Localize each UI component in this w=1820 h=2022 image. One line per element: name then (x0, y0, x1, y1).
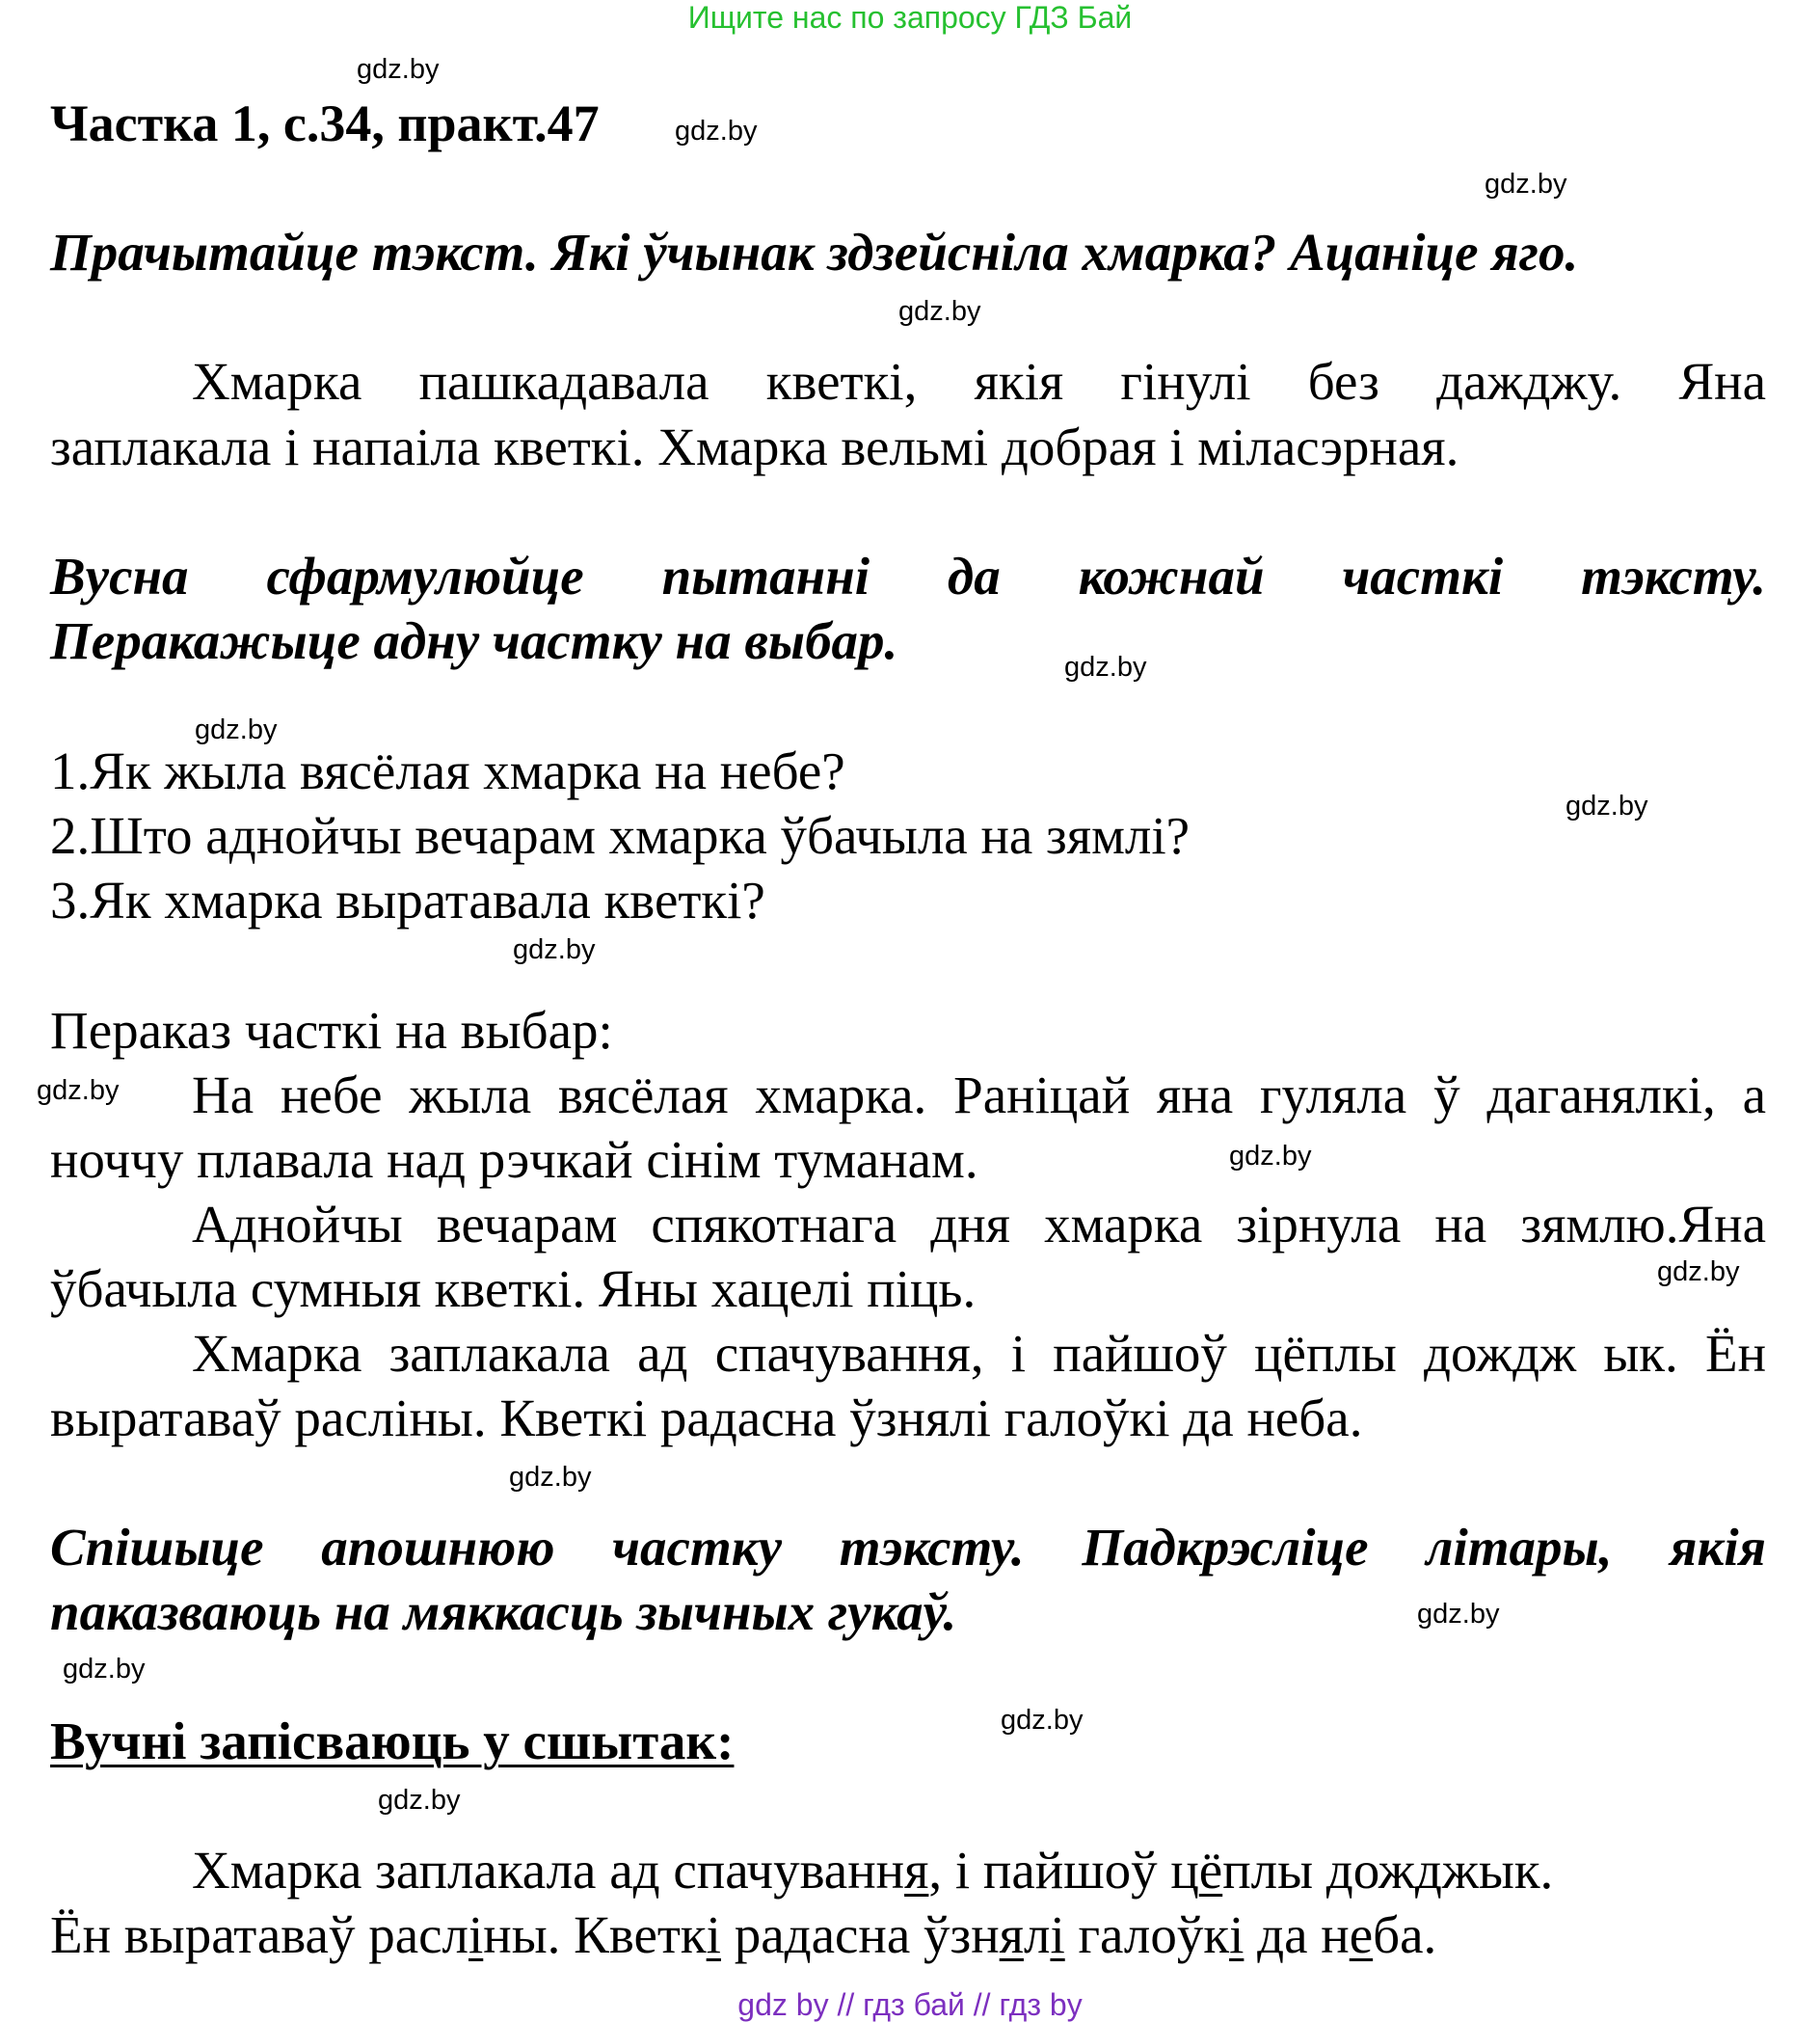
watermark: gdz.by (63, 1654, 146, 1685)
retelling-line-1: На небе жыла вясёлая хмарка. Раніцай яна гуляла ў даганялкі, а (192, 1065, 1766, 1124)
notebook-line-2: Ён выратаваў расліны. Кветкі радасна ўзнялі галоўкі да неба. (50, 1905, 1437, 1964)
page-title: Частка 1, с.34, практ.47 (50, 94, 600, 152)
watermark: gdz.by (357, 54, 440, 85)
watermark: gdz.by (509, 1462, 592, 1493)
watermark: gdz.by (675, 116, 758, 147)
task-1-heading: Прачытайце тэкст. Які ўчынак здзейсніла хмарка? Ацаніце яго. (50, 223, 1579, 282)
top-banner[interactable]: Ищите нас по запросу ГДЗ Бай (687, 0, 1133, 35)
watermark: gdz.by (195, 714, 278, 745)
watermark: gdz.by (1657, 1256, 1740, 1287)
question-2: 2.Што аднойчы вечарам хмарка ўбачыла на зямлі? (50, 806, 1191, 865)
retelling-line-3: Аднойчы вечарам спякотнага дня хмарка зірнула на зямлю.Яна (192, 1195, 1766, 1254)
task-3-heading-line-2: паказваюць на мяккасць зычных гукаў. (50, 1582, 957, 1641)
notebook-line-1: Хмарка заплакала ад спачування, і пайшоў цёплы дожджык. (192, 1841, 1554, 1900)
notebook-label: Вучні запісваюць у сшытак: (50, 1712, 735, 1770)
answer-1-line-1: Хмарка пашкадавала кветкі, якія гінулі без дажджу. Яна (192, 352, 1766, 411)
task-2-heading-line-2: Перакажыце адну частку на выбар. (50, 611, 898, 670)
watermark: gdz.by (378, 1785, 461, 1816)
watermark: gdz.by (1485, 169, 1567, 200)
retelling-label: Пераказ часткі на выбар: (50, 1001, 613, 1060)
question-3: 3.Як хмарка выратавала кветкі? (50, 871, 765, 930)
retelling-line-6: выратаваў расліны. Кветкі радасна ўзнялі галоўкі да неба. (50, 1388, 1363, 1447)
watermark: gdz.by (513, 934, 596, 965)
question-1: 1.Як жыла вясёлая хмарка на небе? (50, 741, 845, 800)
watermark: gdz.by (1064, 652, 1147, 683)
retelling-line-4: ўбачыла сумныя кветкі. Яны хацелі піць. (50, 1259, 977, 1318)
task-3-heading-line-1: Спішыце апошнюю частку тэксту. Падкрэсліце літары, якія (50, 1518, 1766, 1577)
retelling-line-5: Хмарка заплакала ад спачування, і пайшоў цёплы дождж ык. Ён (192, 1324, 1766, 1383)
watermark: gdz.by (1229, 1141, 1312, 1172)
watermark: gdz.by (1417, 1599, 1500, 1630)
watermark: gdz.by (1566, 791, 1648, 822)
bottom-banner[interactable]: gdz by // гдз бай // гдз by (737, 1987, 1083, 2022)
watermark: gdz.by (37, 1075, 120, 1106)
retelling-line-2: ноччу плавала над рэчкай сінім туманам. (50, 1130, 978, 1189)
watermark: gdz.by (898, 296, 981, 327)
watermark: gdz.by (1001, 1705, 1084, 1736)
answer-1-line-2: заплакала і напаіла кветкі. Хмарка вельмі добрая і міласэрная. (50, 418, 1459, 476)
task-2-heading-line-1: Вусна сфармулюйце пытанні да кожнай часткі тэксту. (50, 547, 1766, 606)
